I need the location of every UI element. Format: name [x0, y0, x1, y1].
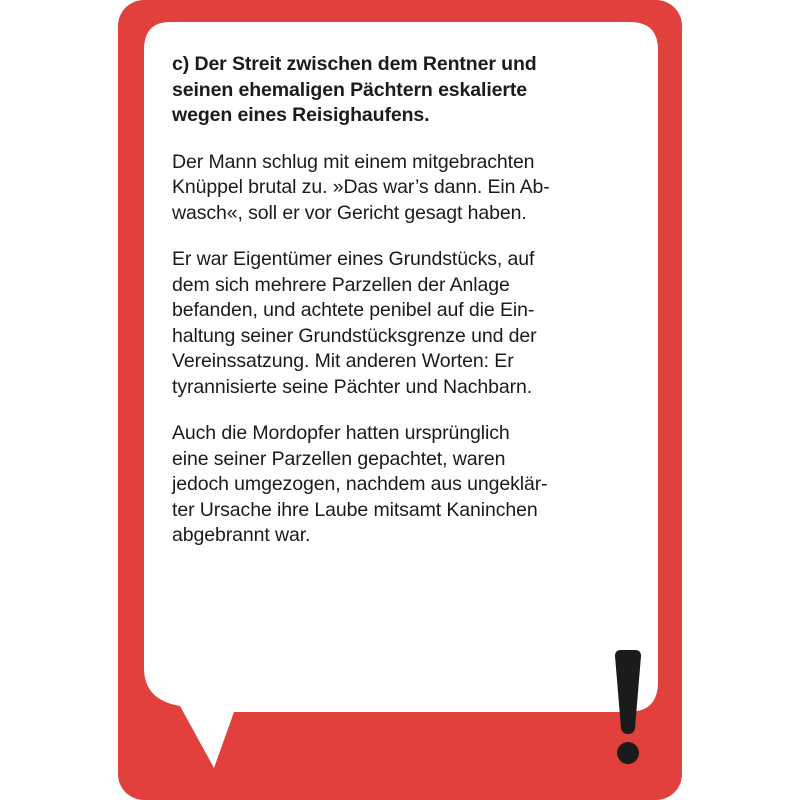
paragraph-line: Vereinssatzung. Mit anderen Worten: Er [172, 350, 514, 372]
quiz-card [118, 0, 682, 800]
paragraph-line: Knüppel brutal zu. »Das war’s dann. Ein Ab- [172, 176, 550, 198]
paragraph-3 [172, 421, 672, 549]
paragraph-2 [172, 247, 672, 400]
exclamation-dot [617, 742, 639, 764]
paragraph-line: befanden, und achtete penibel auf die Ein- [172, 299, 535, 321]
exclamation-bar [615, 650, 641, 734]
paragraph-line: abgebrannt war. [172, 524, 311, 546]
paragraph-line: jedoch umgezogen, nachdem aus ungeklär- [172, 473, 548, 495]
card-text [172, 52, 672, 570]
paragraph-line: Auch die Mordopfer hatten ursprünglich [172, 422, 510, 444]
paragraph-line: ter Ursache ihre Laube mitsamt Kaninchen [172, 498, 538, 521]
paragraph-line: wasch«, soll er vor Gericht gesagt haben. [172, 201, 527, 224]
heading-line: wegen eines Reisighaufens. [172, 104, 430, 126]
paragraph-1 [172, 150, 672, 227]
paragraph-line: Der Mann schlug mit einem mitgebrachten [172, 150, 535, 173]
paragraph-line: tyrannisierte seine Pächter und Nachbarn. [172, 375, 533, 398]
answer-heading [172, 52, 672, 129]
paragraph-line: haltung seiner Grundstücksgrenze und der [172, 324, 537, 347]
heading-line: seinen ehemaligen Pächtern eskalierte [172, 78, 528, 101]
heading-line: c) Der Streit zwischen dem Rentner und [172, 53, 537, 75]
paragraph-line: eine seiner Parzellen gepachtet, waren [172, 447, 506, 470]
paragraph-line: Er war Eigentümer eines Grundstücks, auf [172, 248, 535, 270]
paragraph-line: dem sich mehrere Parzellen der Anlage [172, 273, 510, 296]
exclamation-mark-icon [611, 650, 645, 770]
